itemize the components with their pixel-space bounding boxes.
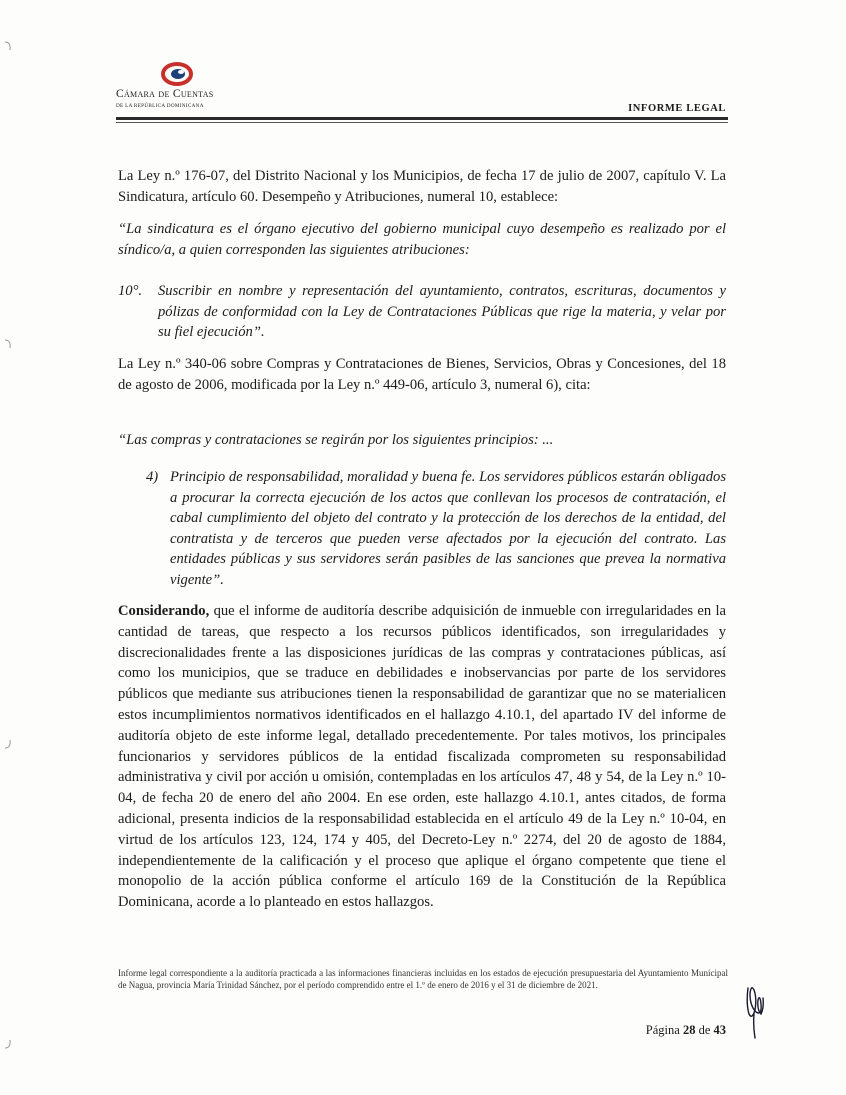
punch-mark-icon <box>4 40 12 52</box>
considerando-text: que el informe de auditoría describe adquisición de inmueble con irregularidades en la cantidad de tareas, que respecto a los recursos públicos identificados, son irregularidades y discrecionalidades frente a las disposiciones jurídicas de las compras y contrataciones públicas, así como los municipios, que se traduce en debilidades e inobservancias por parte de los servidores públicos que mediante sus atribuciones tienen la responsabilidad de garantizar que no se materialicen estos incumplimientos normativos identificados en el hallazgo 4.10.1, del apartado IV del informe de auditoría objeto de este informe legal, detallado precedentemente. Por tales motivos, los principales funcionarios y servidores públicos de la entidad fiscalizada comprometen su responsabilidad administrativa y civil por acción u omisión, contempladas en los artículos 47, 48 y 54, de la Ley n.º 10-04, de fecha 20 de enero del año 2004. En ese orden, este hallazgo 4.10.1, antes citados, de forma adicional, presenta indicios de la responsabilidad establecida en el artículo 49 de la Ley n.º 10-04, en virtud de los artículos 123, 124, 174 y 405, del Decreto-Ley n.º 2274, del 20 de agosto de 1884, independientemente de la calificación y el proceso que aplique el órgano competente que tiene el monopolio de la acción pública conforme el artículo 169 de la Constitución de la República Dominicana, acorde a lo planteado en estos hallazgos. <box>118 603 726 911</box>
punch-mark-icon <box>4 1038 12 1050</box>
org-name: Cámara de Cuentas <box>116 88 214 100</box>
item-text: Suscribir en nombre y representación del ayuntamiento, contratos, escrituras, documentos y pólizas de conformidad con la Ley de Contrataciones Públicas que rige la materia, y velar por su fiel ejecución”. <box>158 283 726 341</box>
paragraph-considerando <box>118 601 726 913</box>
header-rule <box>116 117 728 120</box>
doc-label: INFORME LEGAL <box>628 103 726 114</box>
punch-mark-icon <box>4 338 12 350</box>
page-current: 28 <box>682 1023 696 1037</box>
quote-sindicatura: “La sindicatura es el órgano ejecutivo del gobierno municipal cuyo desempeño es realizado por el síndico/a, a quien corresponden las siguientes atribuciones: <box>118 221 726 258</box>
page-prefix: Página <box>645 1023 680 1037</box>
item-number: 10°. <box>118 283 143 299</box>
punch-mark-icon <box>4 738 12 750</box>
considerando-lead: Considerando, <box>118 603 210 619</box>
header-rule-thin <box>116 122 728 123</box>
paragraph-ley-176-07: La Ley n.º 176-07, del Distrito Nacional y los Municipios, de fecha 17 de julio de 2007, capítulo V. La Sindicatura, artículo 60. Desempeño y Atribuciones, numeral 10, establece: <box>118 168 726 205</box>
quote-principios: “Las compras y contrataciones se regirán por los siguientes principios: ... <box>118 432 554 448</box>
page-sep: de <box>698 1023 711 1037</box>
footer-note: Informe legal correspondiente a la auditoría practicada a las informaciones financieras incluidas en los estados de ejecución presupuestaria del Ayuntamiento Municipal de Nagua, provincia María Trinidad Sánchez, por el período comprendido entre el 1.º de enero de 2016 y el 31 de diciembre de 2021. <box>118 968 728 990</box>
paragraph-ley-340-06: La Ley n.º 340-06 sobre Compras y Contrataciones de Bienes, Servicios, Obras y Concesiones, del 18 de agosto de 2006, modificada por la Ley n.º 449-06, artículo 3, numeral 6), cita: <box>118 356 726 393</box>
handwritten-signature-icon <box>742 980 768 1040</box>
item-text: Principio de responsabilidad, moralidad y buena fe. Los servidores públicos estarán obligados a procurar la correcta ejecución de los actos que conllevan los procesos de contratación, el cabal cumplimiento del objeto del contrato y la protección de los derechos de la entidad, del contratista y de terceros que pueden verse afectados por la ejecución del contrato. Las entidades públicas y sus servidores serán pasibles de las sanciones que prevea la normativa vigente”. <box>170 469 726 588</box>
item-number: 4) <box>146 469 159 485</box>
camara-de-cuentas-logo-icon <box>159 60 195 86</box>
org-subtitle: DE LA REPÚBLICA DOMINICANA <box>116 103 204 109</box>
page-total: 43 <box>713 1023 726 1037</box>
page-number <box>646 1023 726 1038</box>
